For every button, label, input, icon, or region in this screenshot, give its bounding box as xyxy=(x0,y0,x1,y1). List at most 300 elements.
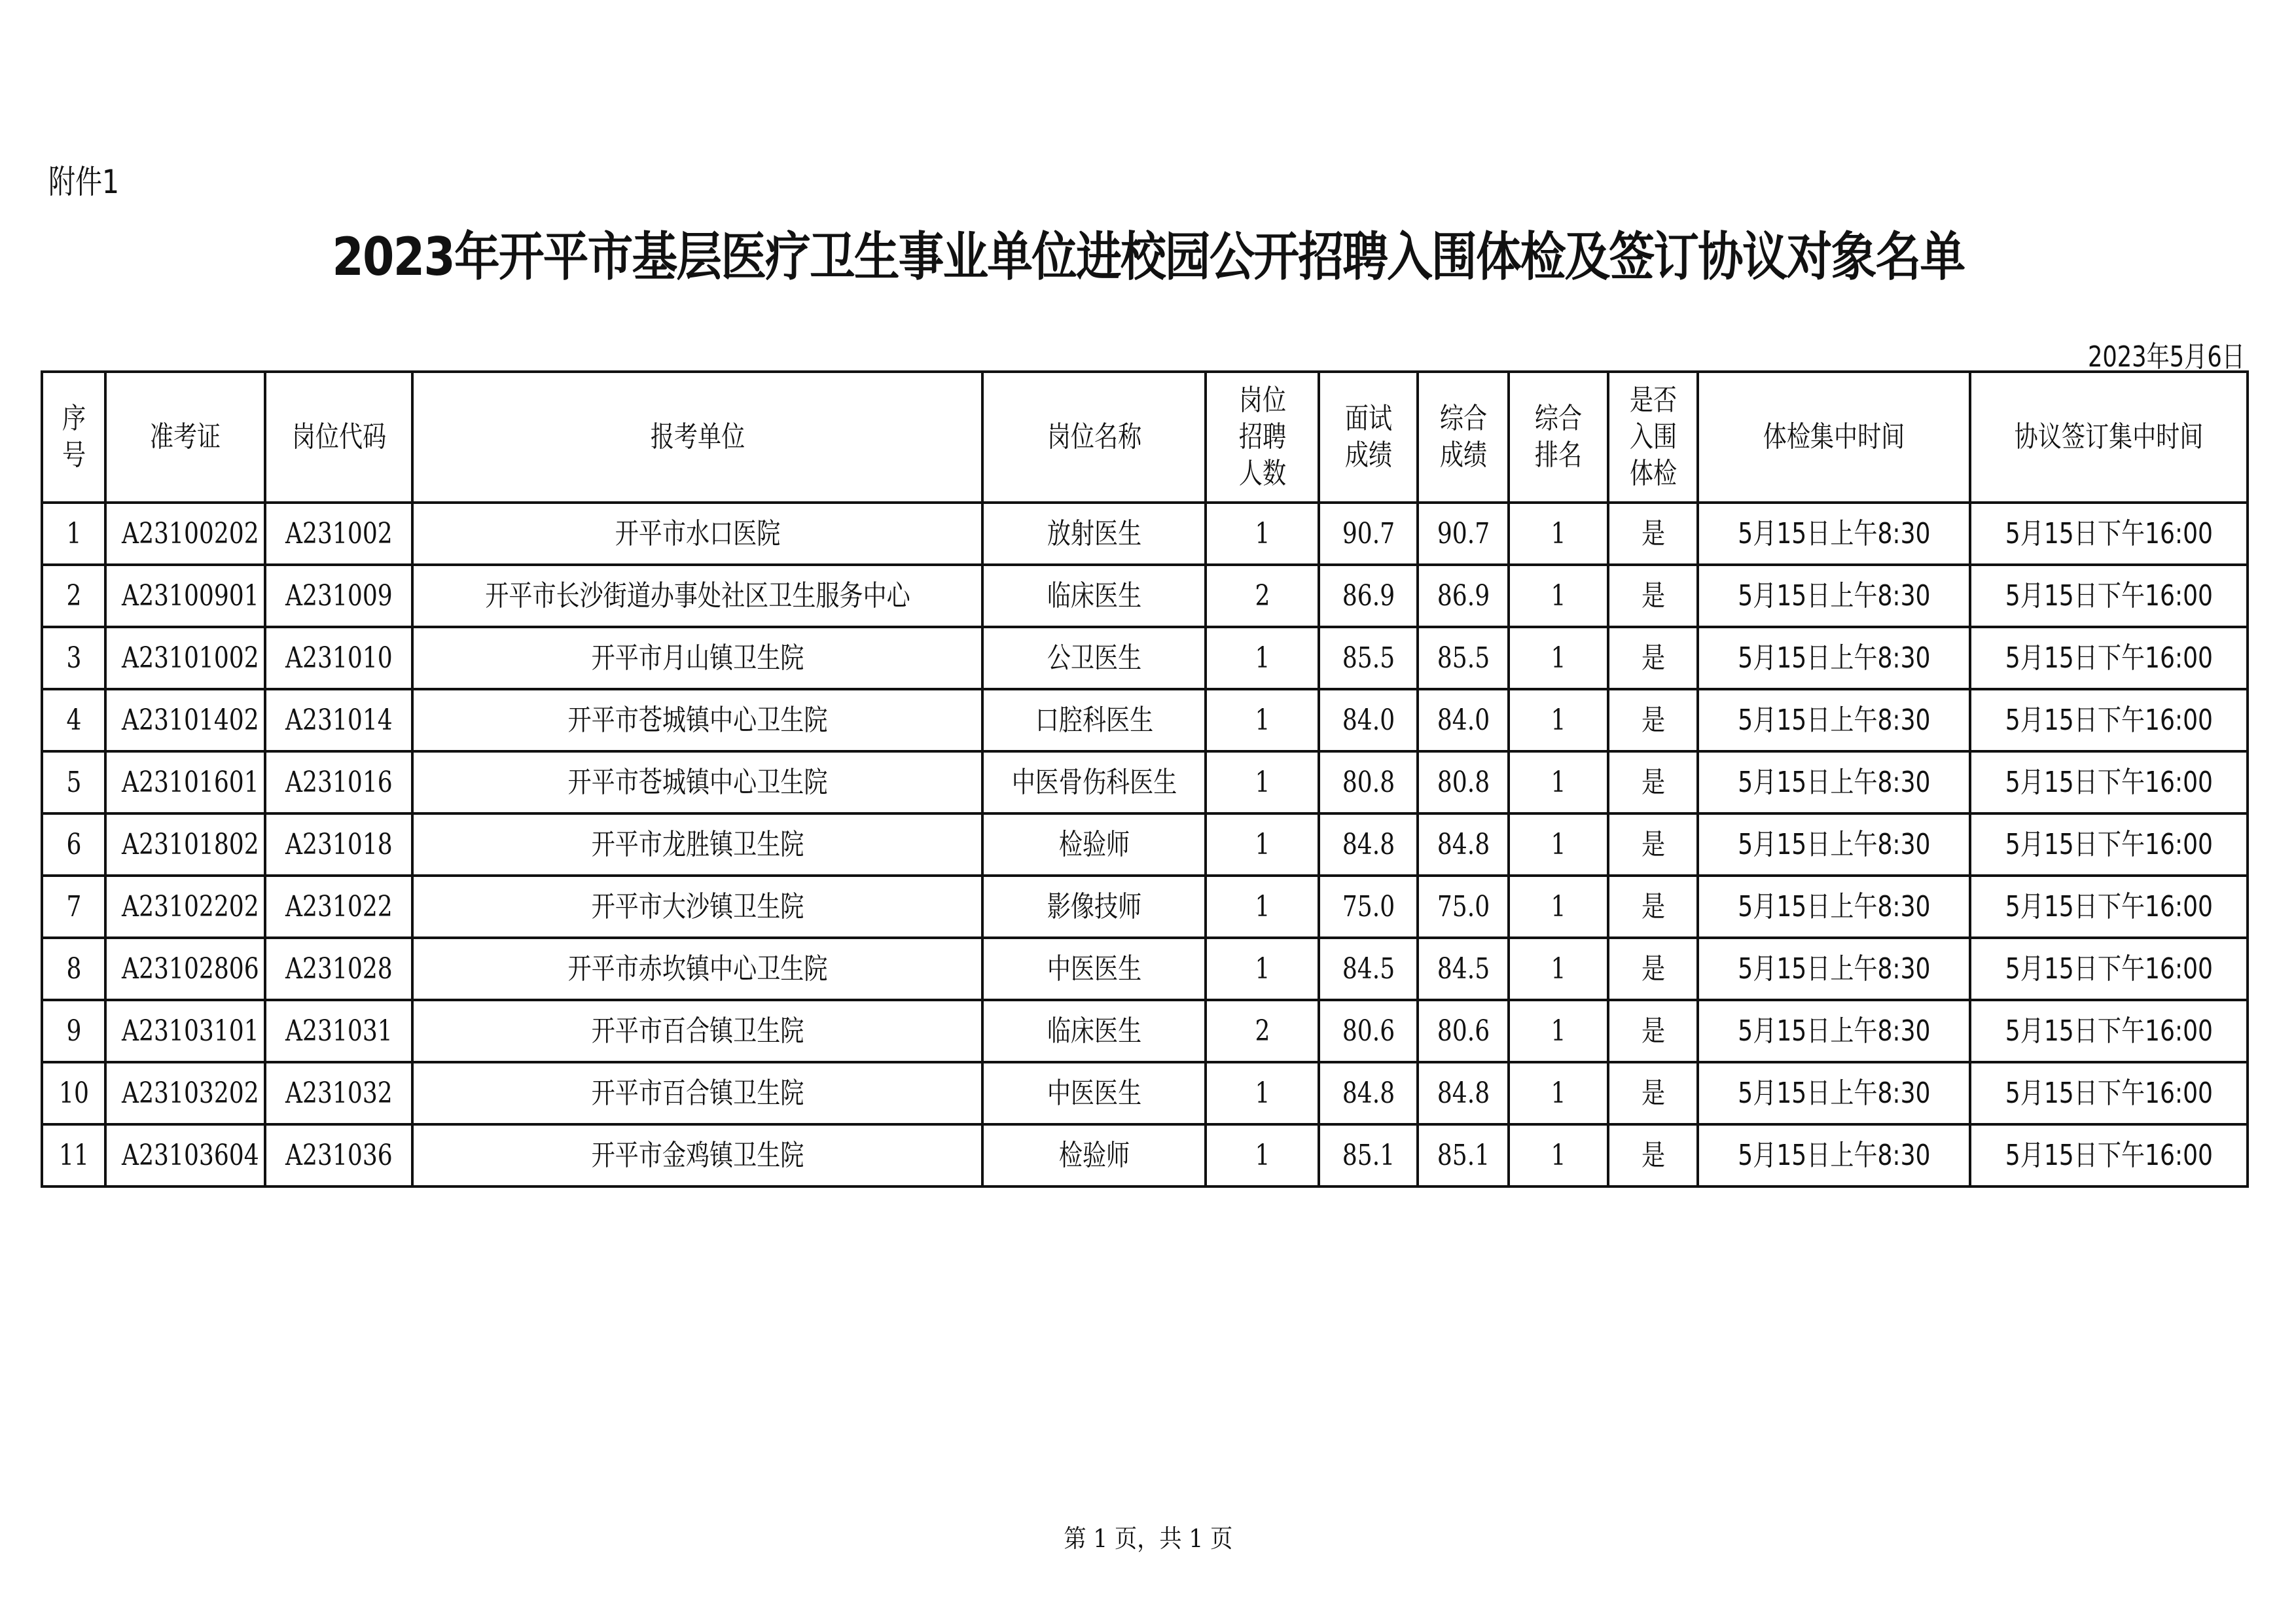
table-row xyxy=(42,1124,2248,1186)
cell-sign-time xyxy=(1970,503,2248,565)
cell-text: A231002 xyxy=(285,516,393,550)
table-row xyxy=(42,876,2248,938)
cell-rank xyxy=(1509,1000,1608,1062)
cell-total-score xyxy=(1418,1124,1509,1186)
cell-exam-time xyxy=(1698,503,1970,565)
cell-rank xyxy=(1509,1062,1608,1124)
cell-text: 3 xyxy=(66,641,81,675)
cell-sign-time xyxy=(1970,813,2248,876)
cell-seq xyxy=(42,503,105,565)
cell-post-name xyxy=(982,565,1206,627)
cell-text: 9 xyxy=(66,1014,81,1048)
column-header-rank xyxy=(1509,372,1608,503)
cell-text: 开平市苍城镇中心卫生院 xyxy=(567,765,827,799)
cell-text: 5月15日下午16:00 xyxy=(2005,579,2213,613)
cell-text: 84.5 xyxy=(1342,952,1395,986)
cell-exam-time xyxy=(1698,938,1970,1000)
cell-post-name xyxy=(982,1000,1206,1062)
column-header-line: 协议签订集中时间 xyxy=(2014,420,2204,454)
cell-text: 5月15日下午16:00 xyxy=(2005,827,2213,861)
cell-text: 中医医生 xyxy=(1047,1076,1141,1110)
cell-text: 中医骨伤科医生 xyxy=(1011,765,1177,799)
cell-text: 85.1 xyxy=(1342,1138,1395,1172)
cell-rank xyxy=(1509,751,1608,813)
column-header-line: 体检 xyxy=(1629,457,1677,490)
column-header-line: 人数 xyxy=(1238,457,1286,490)
column-header-total-score xyxy=(1418,372,1509,503)
column-header-line: 排名 xyxy=(1534,438,1583,472)
cell-exam-time xyxy=(1698,1062,1970,1124)
cell-text: 80.6 xyxy=(1342,1014,1395,1048)
column-header-sign-time xyxy=(1970,372,2248,503)
cell-text: 84.5 xyxy=(1437,952,1490,986)
cell-post-code xyxy=(265,503,412,565)
cell-sign-time xyxy=(1970,876,2248,938)
column-header-line: 岗位 xyxy=(1238,383,1286,417)
cell-text: A23100202 xyxy=(122,516,259,550)
cell-text: 1 xyxy=(1551,516,1566,550)
table-row xyxy=(42,565,2248,627)
cell-rank xyxy=(1509,813,1608,876)
cell-text: 5月15日上午8:30 xyxy=(1737,579,1931,613)
cell-text: 口腔科医生 xyxy=(1035,703,1153,737)
cell-interview-score xyxy=(1319,627,1418,689)
cell-exam-time xyxy=(1698,751,1970,813)
cell-text: 1 xyxy=(1255,889,1270,923)
column-header-line: 体检集中时间 xyxy=(1763,420,1905,454)
cell-shortlisted xyxy=(1608,689,1698,751)
cell-total-score xyxy=(1418,1062,1509,1124)
cell-quota xyxy=(1206,938,1319,1000)
cell-text: A23102202 xyxy=(122,889,259,923)
cell-post-name xyxy=(982,1124,1206,1186)
cell-text: 1 xyxy=(1551,827,1566,861)
cell-quota xyxy=(1206,565,1319,627)
cell-text: 1 xyxy=(1255,641,1270,675)
cell-text: 是 xyxy=(1641,889,1665,923)
column-header-line: 面试 xyxy=(1344,402,1392,435)
cell-exam-time xyxy=(1698,813,1970,876)
cell-rank xyxy=(1509,1124,1608,1186)
cell-text: 90.7 xyxy=(1342,516,1395,550)
cell-post-code xyxy=(265,565,412,627)
cell-text: 1 xyxy=(1255,703,1270,737)
cell-admission-no xyxy=(105,1062,265,1124)
cell-seq xyxy=(42,751,105,813)
cell-text: 是 xyxy=(1641,703,1665,737)
cell-sign-time xyxy=(1970,938,2248,1000)
cell-text: 2 xyxy=(1255,1014,1270,1048)
cell-interview-score xyxy=(1319,876,1418,938)
cell-unit xyxy=(412,813,982,876)
column-header-quota xyxy=(1206,372,1319,503)
cell-post-name xyxy=(982,813,1206,876)
cell-interview-score xyxy=(1319,751,1418,813)
cell-text: A231028 xyxy=(285,952,393,986)
cell-text: 5月15日上午8:30 xyxy=(1737,827,1931,861)
column-header-post-name xyxy=(982,372,1206,503)
cell-text: 5月15日上午8:30 xyxy=(1737,703,1931,737)
cell-rank xyxy=(1509,689,1608,751)
cell-text: 85.1 xyxy=(1437,1138,1490,1172)
cell-shortlisted xyxy=(1608,1062,1698,1124)
cell-text: 5月15日上午8:30 xyxy=(1737,952,1931,986)
cell-text: 开平市龙胜镇卫生院 xyxy=(591,827,804,861)
cell-text: 8 xyxy=(66,952,81,986)
cell-post-code xyxy=(265,813,412,876)
cell-text: 开平市金鸡镇卫生院 xyxy=(591,1138,804,1172)
column-header-line: 是否 xyxy=(1629,383,1677,417)
cell-text: 是 xyxy=(1641,641,1665,675)
document-title xyxy=(0,226,2296,289)
cell-text: 5月15日下午16:00 xyxy=(2005,516,2213,550)
cell-sign-time xyxy=(1970,1062,2248,1124)
cell-unit xyxy=(412,627,982,689)
cell-text: A23101002 xyxy=(122,641,259,675)
table-row xyxy=(42,627,2248,689)
cell-unit xyxy=(412,751,982,813)
cell-text: 是 xyxy=(1641,579,1665,613)
cell-text: 5月15日上午8:30 xyxy=(1737,1014,1931,1048)
cell-text: 85.5 xyxy=(1342,641,1395,675)
cell-rank xyxy=(1509,565,1608,627)
cell-unit xyxy=(412,1124,982,1186)
cell-text: 临床医生 xyxy=(1047,579,1141,613)
cell-text: 影像技师 xyxy=(1047,889,1141,923)
cell-text: 85.5 xyxy=(1437,641,1490,675)
cell-text: 84.0 xyxy=(1437,703,1490,737)
column-header-line: 岗位名称 xyxy=(1047,420,1141,454)
cell-text: 11 xyxy=(58,1138,89,1172)
cell-text: 临床医生 xyxy=(1047,1014,1141,1048)
cell-interview-score xyxy=(1319,565,1418,627)
cell-post-name xyxy=(982,876,1206,938)
cell-text: 5 xyxy=(66,765,81,799)
cell-total-score xyxy=(1418,813,1509,876)
cell-unit xyxy=(412,938,982,1000)
cell-text: 90.7 xyxy=(1437,516,1490,550)
cell-text: A231022 xyxy=(285,889,393,923)
cell-shortlisted xyxy=(1608,1124,1698,1186)
cell-post-code xyxy=(265,627,412,689)
cell-text: 5月15日上午8:30 xyxy=(1737,765,1931,799)
cell-post-code xyxy=(265,1124,412,1186)
cell-interview-score xyxy=(1319,813,1418,876)
cell-post-name xyxy=(982,1062,1206,1124)
cell-post-name xyxy=(982,503,1206,565)
cell-total-score xyxy=(1418,503,1509,565)
cell-text: 80.6 xyxy=(1437,1014,1490,1048)
cell-text: A231009 xyxy=(285,579,393,613)
cell-text: 1 xyxy=(1551,703,1566,737)
column-header-post-code xyxy=(265,372,412,503)
cell-admission-no xyxy=(105,751,265,813)
cell-text: 5月15日下午16:00 xyxy=(2005,703,2213,737)
cell-text: 中医医生 xyxy=(1047,952,1141,986)
cell-exam-time xyxy=(1698,689,1970,751)
cell-text: A23101601 xyxy=(122,765,259,799)
cell-text: A231036 xyxy=(285,1138,393,1172)
cell-text: 75.0 xyxy=(1342,889,1395,923)
page-number-text: 第 1 页，共 1 页 xyxy=(1063,1524,1232,1553)
column-header-line: 综合 xyxy=(1439,402,1487,435)
cell-text: 84.8 xyxy=(1342,827,1395,861)
page-footer xyxy=(0,1522,2296,1555)
cell-quota xyxy=(1206,503,1319,565)
column-header-line: 报考单位 xyxy=(650,420,745,454)
cell-text: 1 xyxy=(1551,952,1566,986)
cell-text: 开平市赤坎镇中心卫生院 xyxy=(567,952,827,986)
cell-text: A23102806 xyxy=(122,952,259,986)
cell-post-name xyxy=(982,627,1206,689)
cell-quota xyxy=(1206,876,1319,938)
cell-text: 1 xyxy=(1255,1076,1270,1110)
cell-rank xyxy=(1509,627,1608,689)
cell-total-score xyxy=(1418,751,1509,813)
cell-text: 检验师 xyxy=(1058,1138,1130,1172)
cell-shortlisted xyxy=(1608,876,1698,938)
cell-admission-no xyxy=(105,1124,265,1186)
cell-text: 1 xyxy=(1255,516,1270,550)
cell-text: 5月15日下午16:00 xyxy=(2005,952,2213,986)
cell-shortlisted xyxy=(1608,751,1698,813)
cell-text: 检验师 xyxy=(1058,827,1130,861)
cell-text: 5月15日上午8:30 xyxy=(1737,1138,1931,1172)
cell-rank xyxy=(1509,503,1608,565)
cell-text: 放射医生 xyxy=(1047,516,1141,550)
cell-admission-no xyxy=(105,565,265,627)
cell-shortlisted xyxy=(1608,503,1698,565)
cell-text: 1 xyxy=(1551,1014,1566,1048)
table-row xyxy=(42,1000,2248,1062)
cell-total-score xyxy=(1418,938,1509,1000)
cell-text: 1 xyxy=(1551,1076,1566,1110)
cell-admission-no xyxy=(105,689,265,751)
cell-quota xyxy=(1206,1062,1319,1124)
cell-text: 是 xyxy=(1641,516,1665,550)
cell-text: 86.9 xyxy=(1437,579,1490,613)
cell-text: A231016 xyxy=(285,765,393,799)
column-header-line: 招聘 xyxy=(1238,420,1286,454)
cell-text: 1 xyxy=(1551,765,1566,799)
cell-unit xyxy=(412,689,982,751)
column-header-shortlisted xyxy=(1608,372,1698,503)
cell-text: 公卫医生 xyxy=(1047,641,1141,675)
cell-shortlisted xyxy=(1608,627,1698,689)
cell-seq xyxy=(42,938,105,1000)
cell-text: 开平市水口医院 xyxy=(615,516,780,550)
cell-text: 86.9 xyxy=(1342,579,1395,613)
document-date-text: 2023年5月6日 xyxy=(2088,340,2245,374)
column-header-line: 准考证 xyxy=(149,420,221,454)
cell-text: 5月15日上午8:30 xyxy=(1737,641,1931,675)
cell-text: 5月15日下午16:00 xyxy=(2005,1014,2213,1048)
cell-admission-no xyxy=(105,627,265,689)
cell-unit xyxy=(412,565,982,627)
cell-quota xyxy=(1206,1124,1319,1186)
cell-text: 1 xyxy=(1551,1138,1566,1172)
cell-text: 80.8 xyxy=(1437,765,1490,799)
table-header-row xyxy=(42,372,2248,503)
cell-post-code xyxy=(265,689,412,751)
cell-text: 5月15日下午16:00 xyxy=(2005,1138,2213,1172)
document-date xyxy=(2049,340,2245,374)
cell-text: 是 xyxy=(1641,827,1665,861)
cell-exam-time xyxy=(1698,1000,1970,1062)
cell-text: 84.8 xyxy=(1437,1076,1490,1110)
table-row xyxy=(42,689,2248,751)
cell-text: 5月15日下午16:00 xyxy=(2005,1076,2213,1110)
table-row xyxy=(42,938,2248,1000)
column-header-admission-no xyxy=(105,372,265,503)
cell-text: 是 xyxy=(1641,1076,1665,1110)
cell-quota xyxy=(1206,813,1319,876)
cell-sign-time xyxy=(1970,627,2248,689)
cell-interview-score xyxy=(1319,503,1418,565)
cell-total-score xyxy=(1418,627,1509,689)
cell-text: 2 xyxy=(66,579,81,613)
column-header-interview-score xyxy=(1319,372,1418,503)
cell-unit xyxy=(412,876,982,938)
cell-text: A231010 xyxy=(285,641,393,675)
cell-post-name xyxy=(982,689,1206,751)
cell-text: 1 xyxy=(1255,952,1270,986)
cell-exam-time xyxy=(1698,565,1970,627)
cell-text: 开平市月山镇卫生院 xyxy=(591,641,804,675)
attachment-label: 附件1 xyxy=(48,163,120,201)
cell-seq xyxy=(42,876,105,938)
candidate-table xyxy=(41,370,2249,1188)
cell-text: 6 xyxy=(66,827,81,861)
column-header-unit xyxy=(412,372,982,503)
cell-admission-no xyxy=(105,503,265,565)
cell-seq xyxy=(42,1124,105,1186)
cell-text: 是 xyxy=(1641,765,1665,799)
cell-rank xyxy=(1509,938,1608,1000)
cell-quota xyxy=(1206,751,1319,813)
cell-seq xyxy=(42,689,105,751)
cell-text: 1 xyxy=(1551,641,1566,675)
cell-quota xyxy=(1206,689,1319,751)
cell-sign-time xyxy=(1970,751,2248,813)
cell-text: A23103101 xyxy=(122,1014,259,1048)
table-row xyxy=(42,1062,2248,1124)
cell-exam-time xyxy=(1698,876,1970,938)
cell-unit xyxy=(412,503,982,565)
cell-text: 4 xyxy=(66,703,81,737)
cell-admission-no xyxy=(105,938,265,1000)
cell-text: 2 xyxy=(1255,579,1270,613)
cell-total-score xyxy=(1418,1000,1509,1062)
cell-text: 84.0 xyxy=(1342,703,1395,737)
cell-total-score xyxy=(1418,876,1509,938)
cell-text: 1 xyxy=(1551,889,1566,923)
cell-text: 5月15日下午16:00 xyxy=(2005,889,2213,923)
table-row xyxy=(42,751,2248,813)
cell-text: A23101402 xyxy=(122,703,259,737)
cell-text: A231018 xyxy=(285,827,393,861)
cell-sign-time xyxy=(1970,1000,2248,1062)
cell-sign-time xyxy=(1970,689,2248,751)
cell-text: 开平市百合镇卫生院 xyxy=(591,1014,804,1048)
cell-text: 5月15日上午8:30 xyxy=(1737,516,1931,550)
cell-admission-no xyxy=(105,876,265,938)
cell-seq xyxy=(42,813,105,876)
cell-admission-no xyxy=(105,813,265,876)
cell-text: 开平市百合镇卫生院 xyxy=(591,1076,804,1110)
cell-text: 5月15日下午16:00 xyxy=(2005,765,2213,799)
cell-post-code xyxy=(265,751,412,813)
column-header-seq xyxy=(42,372,105,503)
cell-text: 84.8 xyxy=(1342,1076,1395,1110)
column-header-line: 成绩 xyxy=(1439,438,1487,472)
column-header-exam-time xyxy=(1698,372,1970,503)
column-header-line: 岗位代码 xyxy=(291,420,386,454)
cell-total-score xyxy=(1418,565,1509,627)
cell-text: 75.0 xyxy=(1437,889,1490,923)
cell-sign-time xyxy=(1970,565,2248,627)
cell-quota xyxy=(1206,1000,1319,1062)
document-title-text: 2023年开平市基层医疗卫生事业单位进校园公开招聘入围体检及签订协议对象名单 xyxy=(332,226,1964,287)
column-header-line: 号 xyxy=(62,438,86,472)
cell-exam-time xyxy=(1698,1124,1970,1186)
cell-post-name xyxy=(982,751,1206,813)
cell-post-code xyxy=(265,938,412,1000)
cell-text: 1 xyxy=(1255,1138,1270,1172)
cell-seq xyxy=(42,1000,105,1062)
cell-text: A23100901 xyxy=(122,579,259,613)
cell-text: 1 xyxy=(66,516,81,550)
cell-shortlisted xyxy=(1608,565,1698,627)
cell-interview-score xyxy=(1319,1062,1418,1124)
column-header-line: 入围 xyxy=(1629,420,1677,454)
cell-sign-time xyxy=(1970,1124,2248,1186)
table-row xyxy=(42,813,2248,876)
cell-text: 是 xyxy=(1641,952,1665,986)
cell-post-code xyxy=(265,1062,412,1124)
cell-seq xyxy=(42,627,105,689)
cell-shortlisted xyxy=(1608,938,1698,1000)
cell-text: A231032 xyxy=(285,1076,393,1110)
cell-post-code xyxy=(265,876,412,938)
cell-rank xyxy=(1509,876,1608,938)
cell-interview-score xyxy=(1319,1000,1418,1062)
table-body xyxy=(42,503,2248,1186)
column-header-line: 序 xyxy=(62,402,86,435)
cell-text: 5月15日上午8:30 xyxy=(1737,1076,1931,1110)
cell-seq xyxy=(42,1062,105,1124)
cell-text: 1 xyxy=(1551,579,1566,613)
cell-post-name xyxy=(982,938,1206,1000)
cell-shortlisted xyxy=(1608,1000,1698,1062)
cell-total-score xyxy=(1418,689,1509,751)
cell-text: 5月15日上午8:30 xyxy=(1737,889,1931,923)
cell-interview-score xyxy=(1319,1124,1418,1186)
cell-text: 1 xyxy=(1255,765,1270,799)
column-header-line: 成绩 xyxy=(1344,438,1392,472)
cell-text: 开平市大沙镇卫生院 xyxy=(591,889,804,923)
cell-text: A23103604 xyxy=(122,1138,259,1172)
cell-seq xyxy=(42,565,105,627)
cell-text: 7 xyxy=(66,889,81,923)
cell-shortlisted xyxy=(1608,813,1698,876)
cell-text: 开平市长沙街道办事处社区卫生服务中心 xyxy=(484,579,910,613)
cell-unit xyxy=(412,1062,982,1124)
cell-text: 5月15日下午16:00 xyxy=(2005,641,2213,675)
cell-text: A231014 xyxy=(285,703,393,737)
cell-text: 80.8 xyxy=(1342,765,1395,799)
cell-text: 开平市苍城镇中心卫生院 xyxy=(567,703,827,737)
